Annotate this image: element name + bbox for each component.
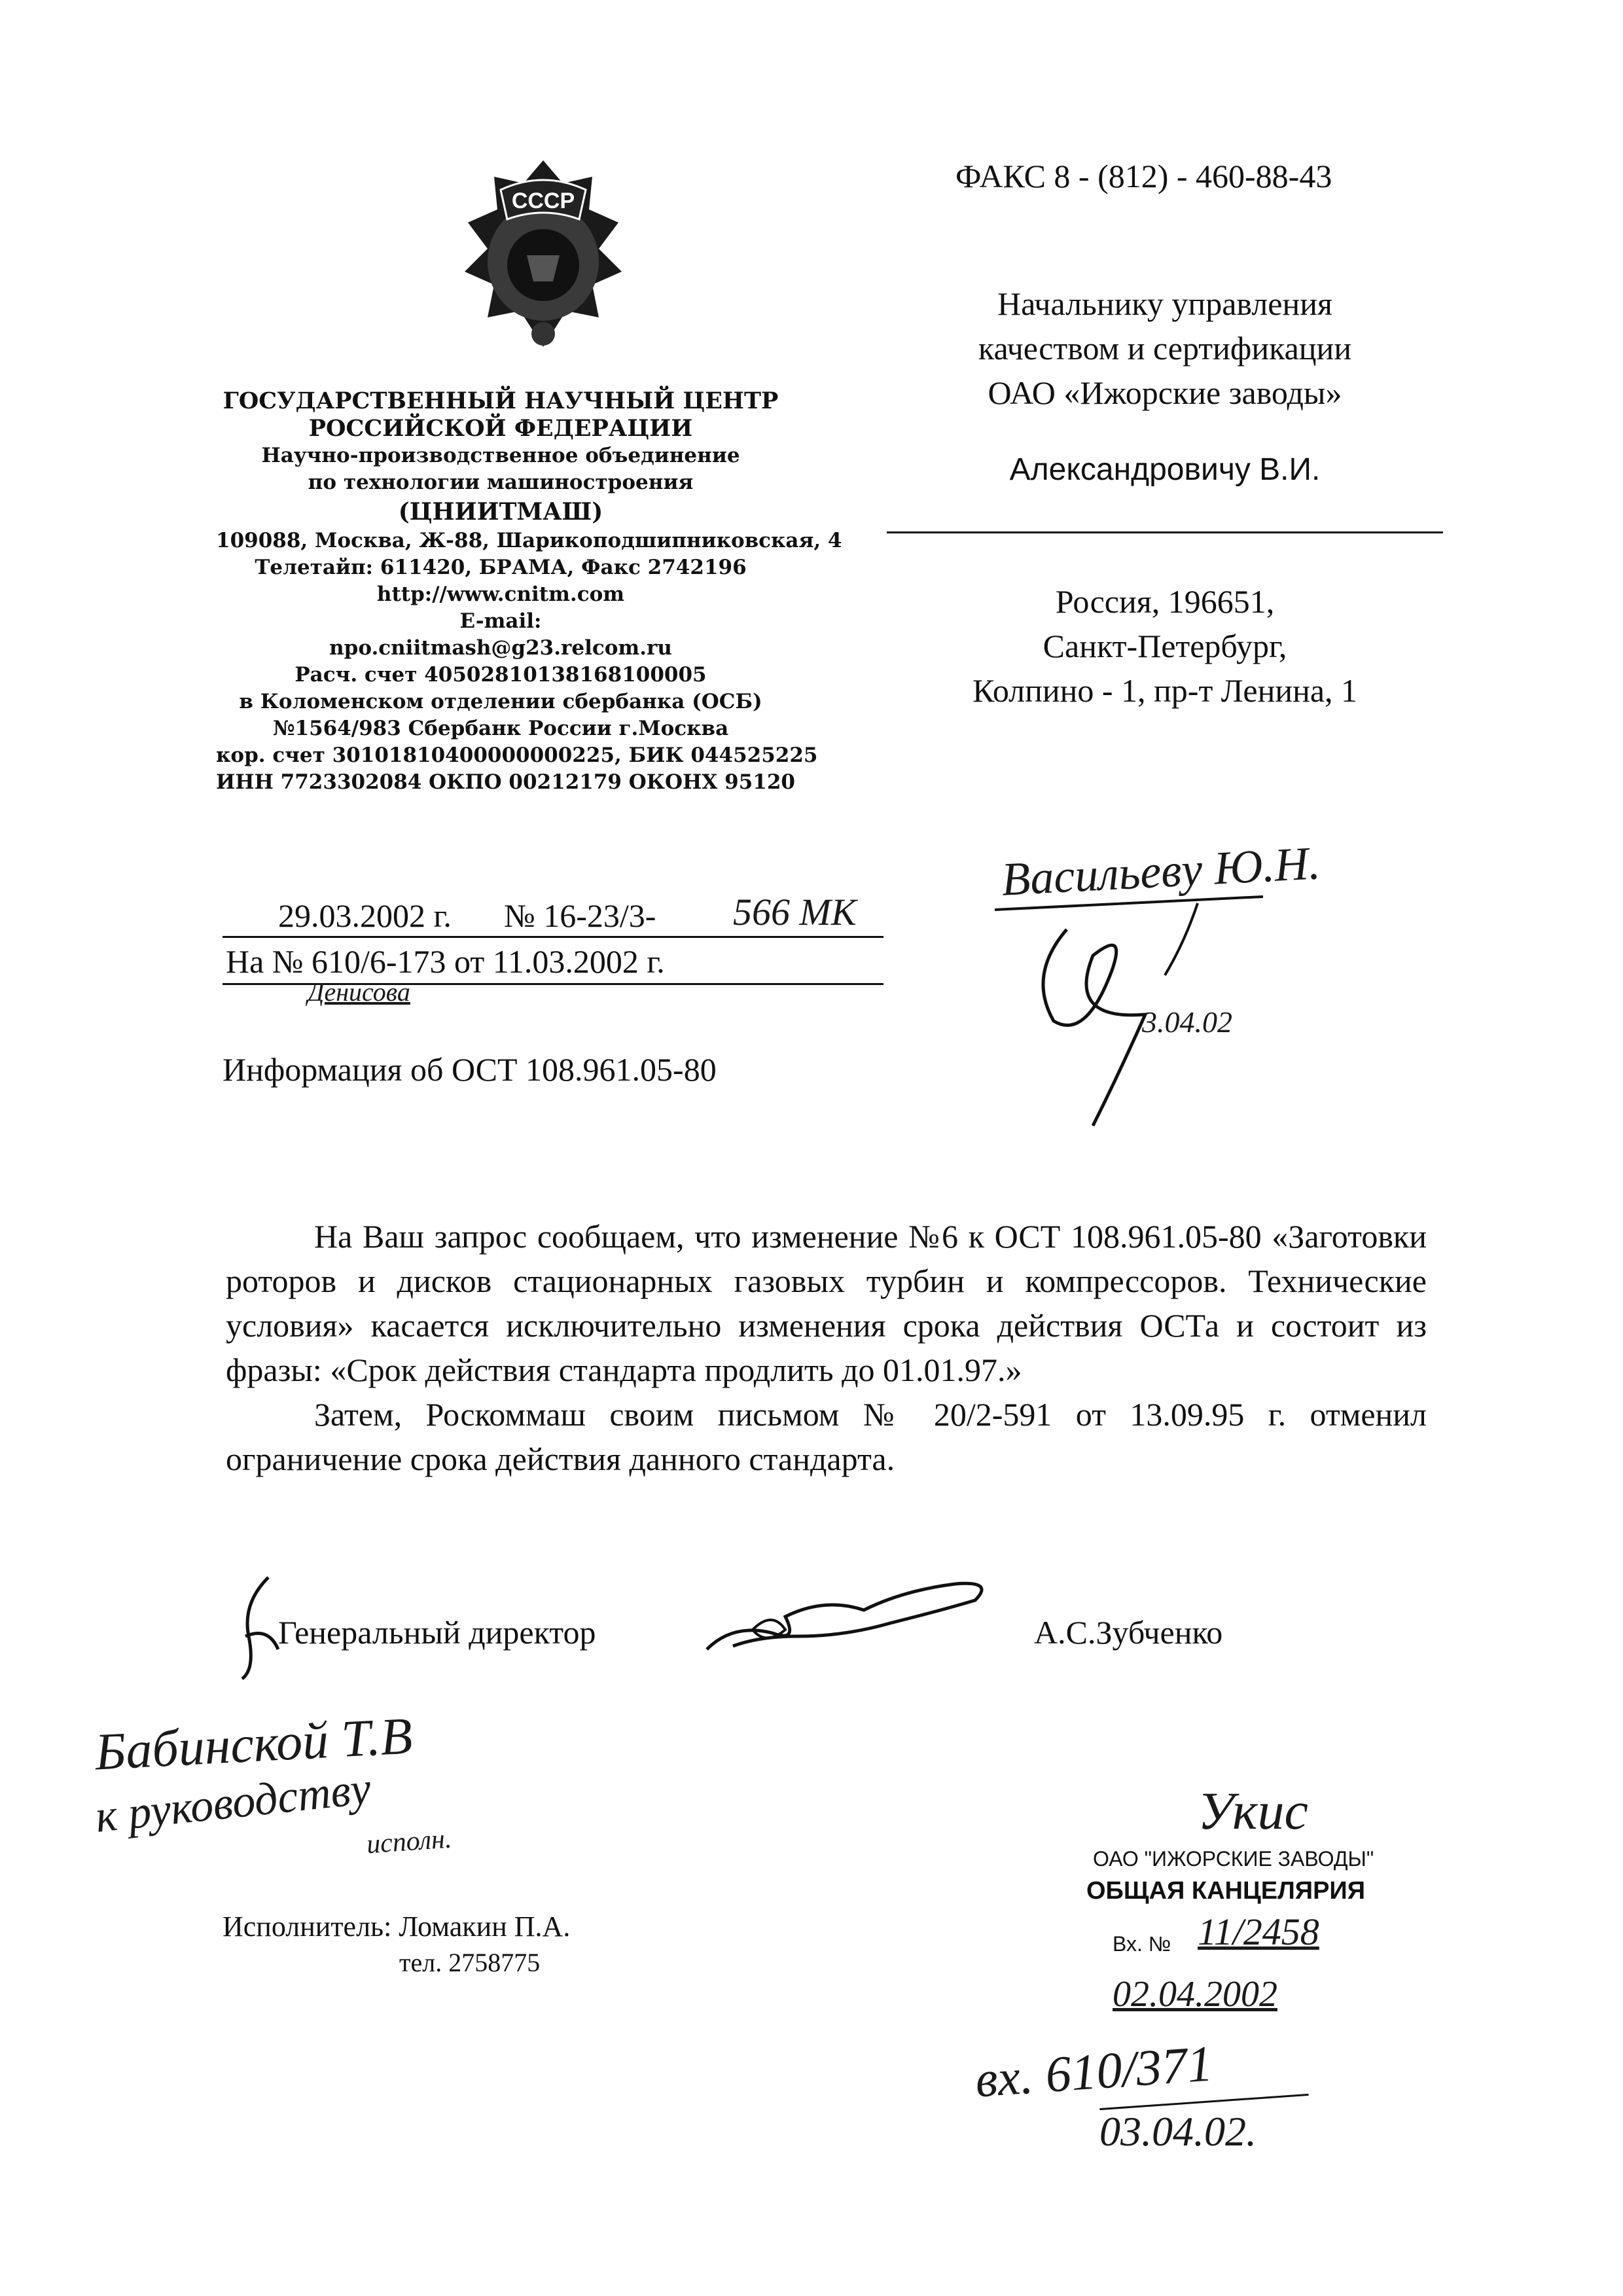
executor-name: Исполнитель: Ломакин П.А. xyxy=(223,1910,571,1943)
sender-line-15: ИНН 7723302084 ОКПО 00212179 ОКОНХ 95120 xyxy=(216,770,795,794)
ref-line-1 xyxy=(223,936,883,938)
stamp-handwritten-initials: Укис xyxy=(1198,1781,1308,1840)
reply-reference: На № 610/6-173 от 11.03.2002 г. xyxy=(226,943,665,980)
sender-line-6: 109088, Москва, Ж-88, Шарикоподшипниковская, 4 xyxy=(216,529,842,552)
address-line-1: Россия, 196651, xyxy=(1055,583,1275,620)
recipient-line-3: ОАО «Ижорские заводы» xyxy=(988,374,1342,411)
sender-line-7: Телетайп: 611420, БРАМА, Факс 2742196 xyxy=(255,556,747,579)
subject: Информация об ОСТ 108.961.05-80 xyxy=(223,1051,717,1088)
sender-line-11: Расч. счет 40502810138168100005 xyxy=(294,663,707,687)
handwritten-initials: Денисова xyxy=(308,977,410,1007)
signatory-name: А.С.Зубченко xyxy=(1034,1614,1223,1651)
recipient-name: Александровичу В.И. xyxy=(1009,452,1321,487)
fax-number: ФАКС 8 - (812) - 460-88-43 xyxy=(955,158,1332,194)
stamp-reg-number: 11/2458 xyxy=(1198,1910,1319,1953)
sender-block xyxy=(216,387,842,796)
sender-line-8: http://www.cnitm.com xyxy=(376,583,625,606)
sender-line-9: E-mail: xyxy=(459,609,542,633)
sender-line-3: Научно-производственное объединение xyxy=(261,444,740,467)
handwritten-resolution: Васильеву Ю.Н. xyxy=(1000,836,1322,906)
sender-line-13: №1564/983 Сбербанк России г.Москва xyxy=(272,717,729,740)
sender-line-5: (ЦНИИТМАШ) xyxy=(398,498,603,526)
address-line-3: Колпино - 1, пр-т Ленина, 1 xyxy=(972,672,1358,709)
recipient-divider xyxy=(887,531,1443,533)
incoming-number: вх. 610/371 xyxy=(973,2034,1215,2108)
letter-number-handwritten: 566 МК xyxy=(733,891,857,933)
address-line-2: Санкт-Петербург, xyxy=(1043,628,1287,664)
sender-line-2: РОССИЙСКОЙ ФЕДЕРАЦИИ xyxy=(308,415,693,442)
handwritten-note-1: Бабинской Т.В xyxy=(94,1707,414,1782)
recipient-address xyxy=(877,579,1453,713)
sender-line-4: по технологии машиностроения xyxy=(308,471,694,494)
ussr-order-emblem-icon xyxy=(455,157,632,353)
sender-line-10: npo.cniitmash@g23.relcom.ru xyxy=(329,636,672,660)
stamp-dept: ОБЩАЯ КАНЦЕЛЯРИЯ xyxy=(1086,1877,1366,1905)
stamp-number-label: Вх. № xyxy=(1113,1932,1171,1956)
sender-line-14: кор. счет 30101810400000000225, БИК 044525225 xyxy=(216,744,818,767)
letter-date: 29.03.2002 г. xyxy=(278,897,452,934)
director-signature xyxy=(694,1571,1008,1669)
stamp-org: ОАО "ИЖОРСКИЕ ЗАВОДЫ" xyxy=(1093,1847,1374,1871)
resolution-date: 3.04.02 xyxy=(1142,1005,1232,1039)
stamp-reg-date: 02.04.2002 xyxy=(1113,1974,1277,2015)
sender-line-12: в Коломенском отделении сбербанка (ОСБ) xyxy=(239,690,762,713)
handwritten-note-2: к руководству xyxy=(93,1763,374,1842)
recipient-line-1: Начальнику управления xyxy=(997,285,1332,322)
emblem-text: СССР xyxy=(511,188,575,213)
sender-line-1: ГОСУДАРСТВЕННЫЙ НАУЧНЫЙ ЦЕНТР xyxy=(223,387,779,414)
body-paragraph-2: Затем, Роскоммаш своим письмом № 20/2-591 от 13.09.95 г. отменил ограничение срока действия данного стандарта. xyxy=(226,1396,1427,1477)
recipient-line-2: качеством и сертификации xyxy=(978,330,1352,367)
executor-phone: тел. 2758775 xyxy=(399,1948,541,1977)
letter-number: № 16-23/3- xyxy=(504,897,656,934)
handwritten-note-3: исполн. xyxy=(365,1823,453,1860)
incoming-date: 03.04.02. xyxy=(1099,2108,1257,2155)
body-paragraph-1: На Ваш запрос сообщаем, что изменение №6 к ОСТ 108.961.05-80 «Заготовки роторов и дисков стационарных газовых турбин и компрессоров. Технические условия» касается исключительно изменения срока действия ОСТа и состоит из фразы: «Срок действия стандарта продлить до 01.01.97.» xyxy=(226,1218,1427,1388)
initials-flourish xyxy=(229,1571,288,1682)
recipient-block xyxy=(877,281,1453,415)
signatory-title: Генеральный директор xyxy=(278,1614,596,1651)
